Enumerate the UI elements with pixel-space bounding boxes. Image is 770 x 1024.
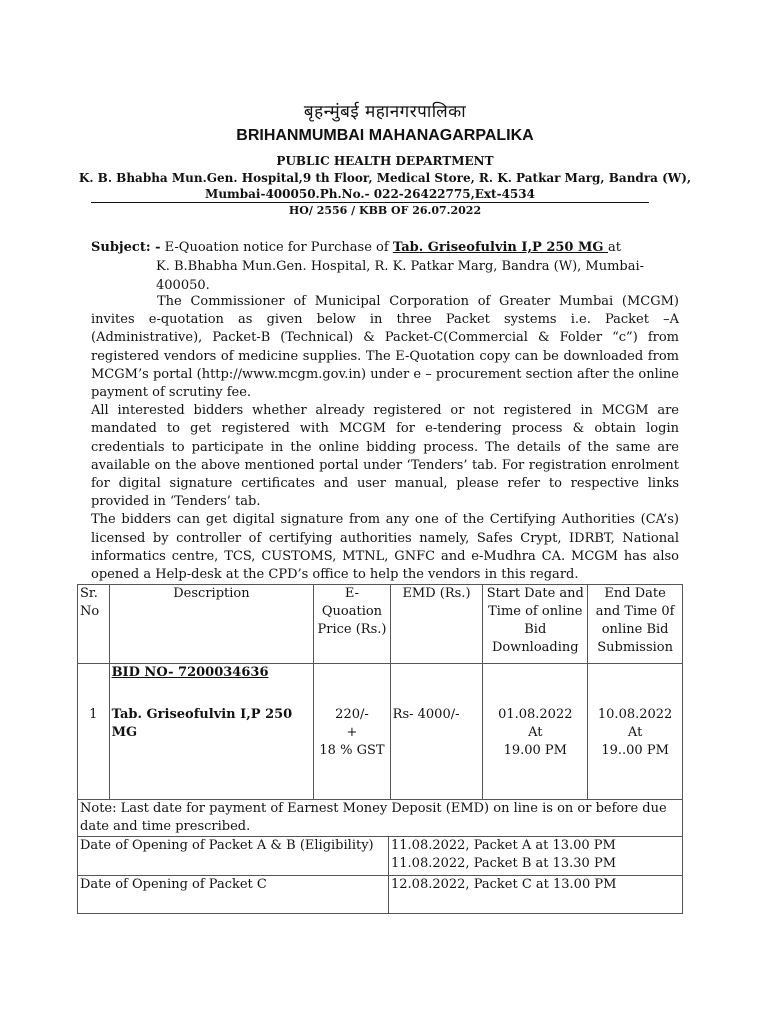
opening-c-value: 12.08.2022, Packet C at 13.00 PM [389, 876, 683, 914]
start-date: 01.08.2022 [498, 707, 573, 722]
header-end-date: End Date and Time 0f online Bid Submission [588, 585, 683, 664]
item-description: Tab. Griseofulvin I,P 250 MG [111, 707, 293, 740]
price-line-3: 18 % GST [319, 743, 385, 758]
subject-block [91, 238, 691, 295]
subject-line-1 [91, 238, 691, 257]
opening-c-label: Date of Opening of Packet C [78, 876, 389, 914]
paragraph-1: The Commissioner of Municipal Corporation of Greater Mumbai (MCGM) invites e-quotation as given below in three Packet systems i.e. Packet –A (Administrative), Packet-B (Technical) & Packet-C(Commercial & Folder “c”) from registered vendors of medicine supplies. The E-Quotation copy can be downloaded from MCGM’s portal (http://www.mcgm.gov.in) under e – procurement section after the online payment of scrutiny fee. [91, 294, 679, 401]
emd-value: Rs- 4000/- [392, 707, 460, 722]
emd-cell [390, 664, 483, 800]
bid-table [77, 584, 683, 800]
opening-ab-label: Date of Opening of Packet A & B (Eligibility) [78, 837, 389, 876]
opening-a-value: 11.08.2022, Packet A at 13.00 PM [391, 838, 616, 853]
address-line-2: Mumbai-400050.Ph.No.- 022-26422775,Ext-4534 [91, 187, 649, 203]
opening-ab-row [78, 837, 683, 876]
bid-number: BID NO- 7200034636 [111, 665, 269, 680]
department: PUBLIC HEALTH DEPARTMENT [276, 154, 494, 168]
subject-line-2: K. B.Bhabha Mun.Gen. Hospital, R. K. Patkar Marg, Bandra (W), Mumbai-400050. [156, 259, 645, 293]
sr-cell [78, 664, 110, 800]
table-row [78, 664, 683, 800]
header-price: E-Quoation Price (Rs.) [314, 585, 390, 664]
header-description: Description [109, 585, 314, 664]
end-date: 10.08.2022 [597, 707, 673, 722]
subject-item: Tab. Griseofulvin I,P 250 MG [392, 240, 608, 255]
subject-text: E-Quoation notice for Purchase of [160, 240, 393, 255]
header-sr-no: Sr. No [78, 585, 110, 664]
price-cell [314, 664, 390, 800]
hindi-title: बृहन्मुंबई महानगरपालिका [303, 102, 467, 122]
start-cell [483, 664, 588, 800]
opening-c-row [78, 876, 683, 914]
opening-b-value: 11.08.2022, Packet B at 13.30 PM [391, 856, 617, 871]
body-text [91, 293, 679, 584]
reference-number: HO/ 2556 / KBB OF 26.07.2022 [288, 204, 482, 217]
paragraph-2: All interested bidders whether already registered or not registered in MCGM are mandated to get registered with MCGM for e-tendering process & obtain login credentials to participate in the online bidding process. The details of the same are available on the above mentioned portal under ‘Tenders’ tab. For registration enrolment for digital signature certificates and user manual, please refer to respective links provided in ‘Tenders’ tab. [91, 403, 679, 510]
description-cell [109, 664, 314, 800]
org-name: BRIHANMUMBAI MAHANAGARPALIKA [236, 127, 534, 144]
end-time: 19..00 PM [601, 743, 669, 758]
price-line-2: + [346, 725, 358, 740]
paragraph-3: The bidders can get digital signature from any one of the Certifying Authorities (CA’s) licensed by controller of certifying authorities namely, Safes Crypt, IDRBT, National informatics centre, TCS, CUSTOMS, MTNL, GNFC and e-Mudhra CA. MCGM has also opened a Help-desk at the CPD’s office to help the vendors in this regard. [91, 512, 679, 583]
subject-text-after: at [608, 240, 621, 255]
start-at: At [528, 725, 543, 740]
end-at: At [627, 725, 643, 740]
opening-ab-values [389, 837, 683, 876]
address-line-1: K. B. Bhabha Mun.Gen. Hospital,9 th Floor, Medical Store, R. K. Patkar Marg, Bandra (W), [78, 171, 692, 185]
end-cell [588, 664, 683, 800]
info-table [77, 799, 683, 914]
start-time: 19.00 PM [503, 743, 567, 758]
note-row [78, 800, 683, 837]
header-emd: EMD (Rs.) [390, 585, 483, 664]
table-header-row [78, 585, 683, 664]
header-start-date: Start Date and Time of online Bid Downloading [483, 585, 588, 664]
emd-note: Note: Last date for payment of Earnest Money Deposit (EMD) on line is on or before due date and time prescribed. [78, 800, 683, 837]
sr-number: 1 [89, 707, 98, 722]
price-line-1: 220/- [335, 707, 369, 722]
subject-label: Subject: - [91, 240, 161, 255]
